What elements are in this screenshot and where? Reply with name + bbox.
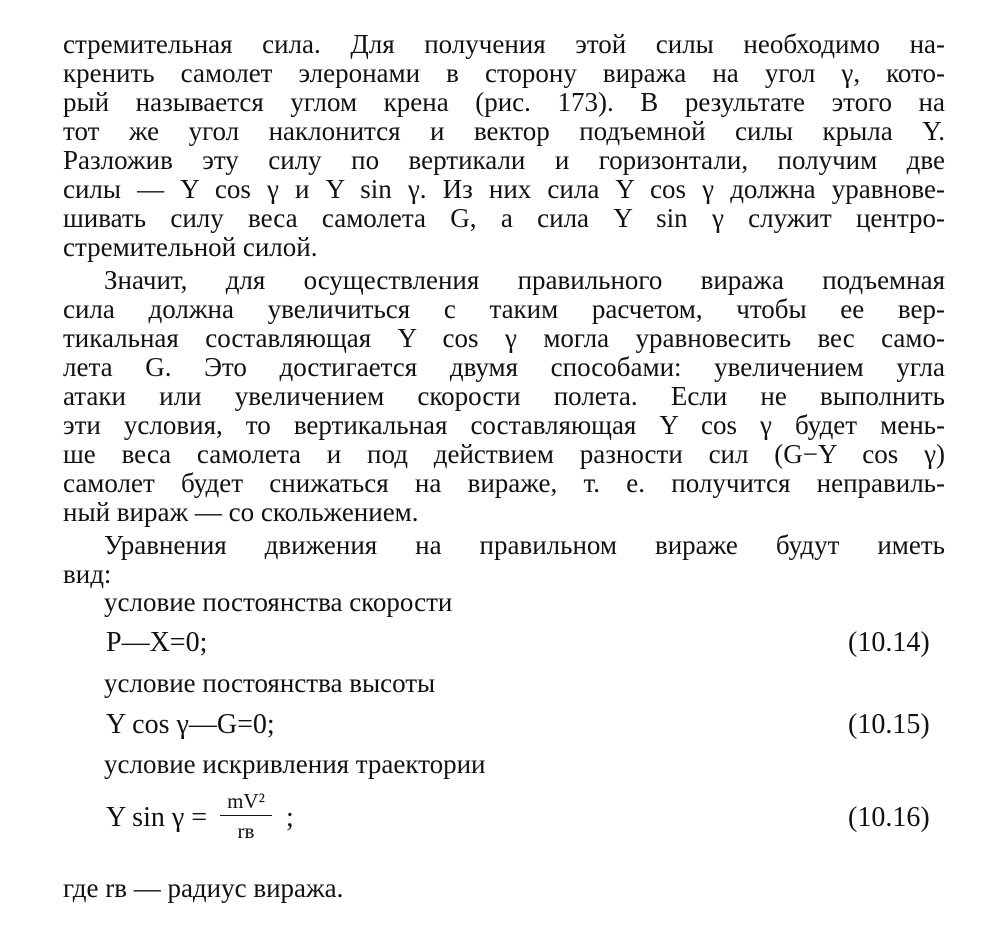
text-line: стремительной силой. <box>63 232 318 262</box>
text-line: стремительная сила. Для получения этой силы необходимо на- <box>63 29 945 59</box>
fraction-numerator: mV² <box>227 789 265 813</box>
text-line: Разложив эту силу по вертикали и горизонтали, получим две <box>63 145 945 175</box>
fraction <box>220 789 272 843</box>
equation-label: условие постоянства скорости <box>104 587 453 617</box>
text-line: шивать силу веса самолета G, а сила Y sin γ служит центро- <box>63 203 945 233</box>
equation-number: (10.16) <box>848 802 930 833</box>
text-line: атаки или увеличением скорости полета. Если не выполнить <box>63 381 945 411</box>
text-line: тот же угол наклонится и вектор подъемной силы крыла Y. <box>63 116 945 146</box>
equation-label: условие постоянства высоты <box>104 668 436 698</box>
text-line: самолет будет снижаться на вираже, т. е. получится неправиль- <box>63 468 945 498</box>
text-line: Уравнения движения на правильном вираже будут иметь <box>104 530 945 560</box>
fraction-denominator: rв <box>237 819 255 843</box>
text-line: ный вираж — со скольжением. <box>63 497 419 527</box>
text-line: рый называется углом крена (рис. 173). В результате этого на <box>63 87 945 117</box>
text-line: сила должна увеличиться с таким расчетом, чтобы ее вер- <box>63 294 945 324</box>
equation-formula: P—X=0; <box>106 627 208 658</box>
text-line: кренить самолет элеронами в сторону виража на угол γ, кото- <box>63 58 945 88</box>
formula-tail: ; <box>286 802 294 833</box>
formula-lhs: Y sin γ = <box>106 802 208 833</box>
text-line: силы — Y cos γ и Y sin γ. Из них сила Y cos γ должна уравнове- <box>63 174 945 204</box>
text-line: тикальная составляющая Y cos γ могла уравновесить вес само- <box>63 323 945 353</box>
equation-label: условие искривления траектории <box>104 749 486 779</box>
equation-number: (10.14) <box>848 627 930 658</box>
text-line: эти условия, то вертикальная составляющая Y cos γ будет мень- <box>63 410 945 440</box>
text-line: Значит, для осуществления правильного виража подъемная <box>104 265 945 295</box>
equation-formula: Y cos γ—G=0; <box>106 709 275 740</box>
fraction-bar <box>220 815 272 816</box>
text-line: вид: <box>63 559 112 589</box>
text-line: ше веса самолета и под действием разности сил (G−Y cos γ) <box>63 439 945 469</box>
text-line: лета G. Это достигается двумя способами: увеличением угла <box>63 352 945 382</box>
equation-number: (10.15) <box>848 709 930 740</box>
closing-line: где rв — радиус виража. <box>63 873 344 903</box>
